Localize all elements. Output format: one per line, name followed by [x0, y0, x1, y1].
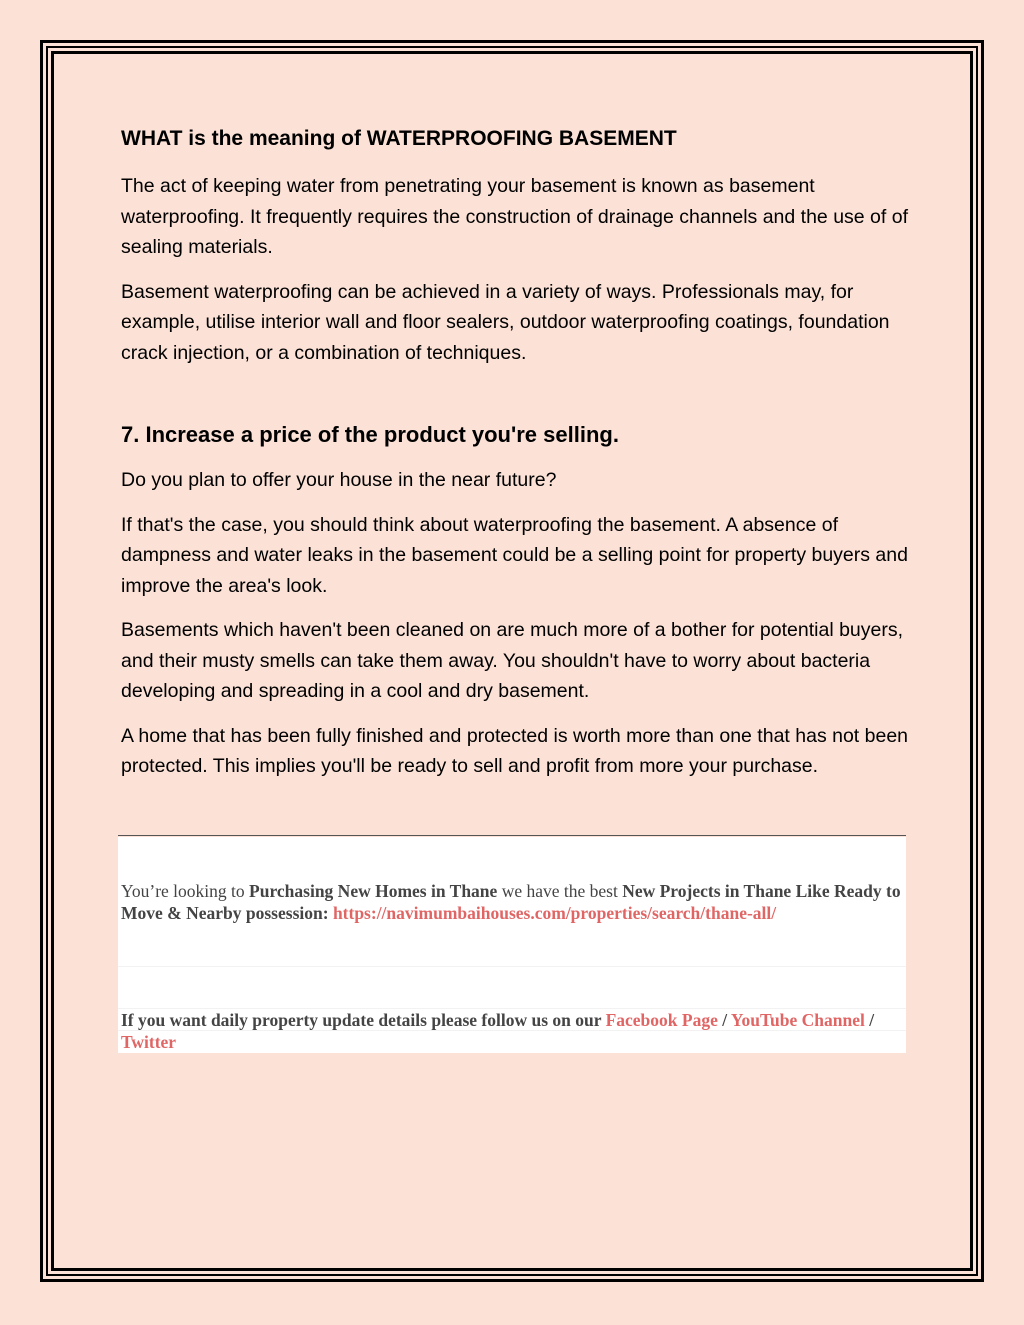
promo-bold-projects: New Projects in Thane Like Ready to Move & Nearby possession: — [121, 881, 901, 923]
section-heading-waterproofing: WHAT is the meaning of WATERPROOFING BASEMENT — [121, 127, 677, 150]
article-body — [121, 120, 911, 796]
projects-link[interactable]: https://navimumbaihouses.com/properties/search/thane-all/ — [332, 903, 777, 923]
spacer — [121, 382, 911, 419]
divider — [118, 835, 906, 836]
paragraph: Do you plan to offer your house in the near future? — [121, 469, 557, 491]
separator: / — [717, 1010, 731, 1030]
divider — [118, 966, 906, 967]
section-heading-increase-price: 7. Increase a price of the product you're selling. — [121, 422, 619, 447]
paragraph: If that's the case, you should think about waterproofing the basement. A absence of dampness and water leaks in the basement could be a selling point for property buyers and improve the area's look. — [121, 513, 908, 597]
promo-intro: You’re looking to — [121, 881, 250, 901]
promo-bold-homes: Purchasing New Homes in Thane — [249, 881, 498, 901]
promo-text — [118, 880, 912, 924]
facebook-link[interactable]: Facebook Page — [605, 1010, 718, 1030]
twitter-link[interactable]: Twitter — [121, 1032, 177, 1052]
follow-intro: If you want daily property update details please follow us on our — [121, 1010, 606, 1030]
separator: / — [864, 1010, 875, 1030]
follow-text — [118, 1009, 912, 1053]
promo-mid: we have the best — [497, 881, 623, 901]
paragraph: The act of keeping water from penetrating your basement is known as basement waterproofing. It frequently requires the construction of drainage channels and the use of of sealing materials. — [121, 175, 908, 258]
paragraph: A home that has been fully finished and protected is worth more than one that has not been protected. This implies you'll be ready to sell and profit from more your purchase. — [121, 724, 909, 777]
youtube-link[interactable]: YouTube Channel — [730, 1010, 865, 1030]
paragraph: Basement waterproofing can be achieved in a variety of ways. Professionals may, for example, utilise interior wall and floor sealers, outdoor waterproofing coatings, foundation crack injection, or a combination of techniques. — [121, 280, 890, 364]
promo-box — [118, 837, 906, 1053]
paragraph: Basements which haven't been cleaned on are much more of a bother for potential buyers, and their musty smells can take them away. You shouldn't have to worry about bacteria developing and spreading in a cool and dry basement. — [121, 619, 904, 702]
